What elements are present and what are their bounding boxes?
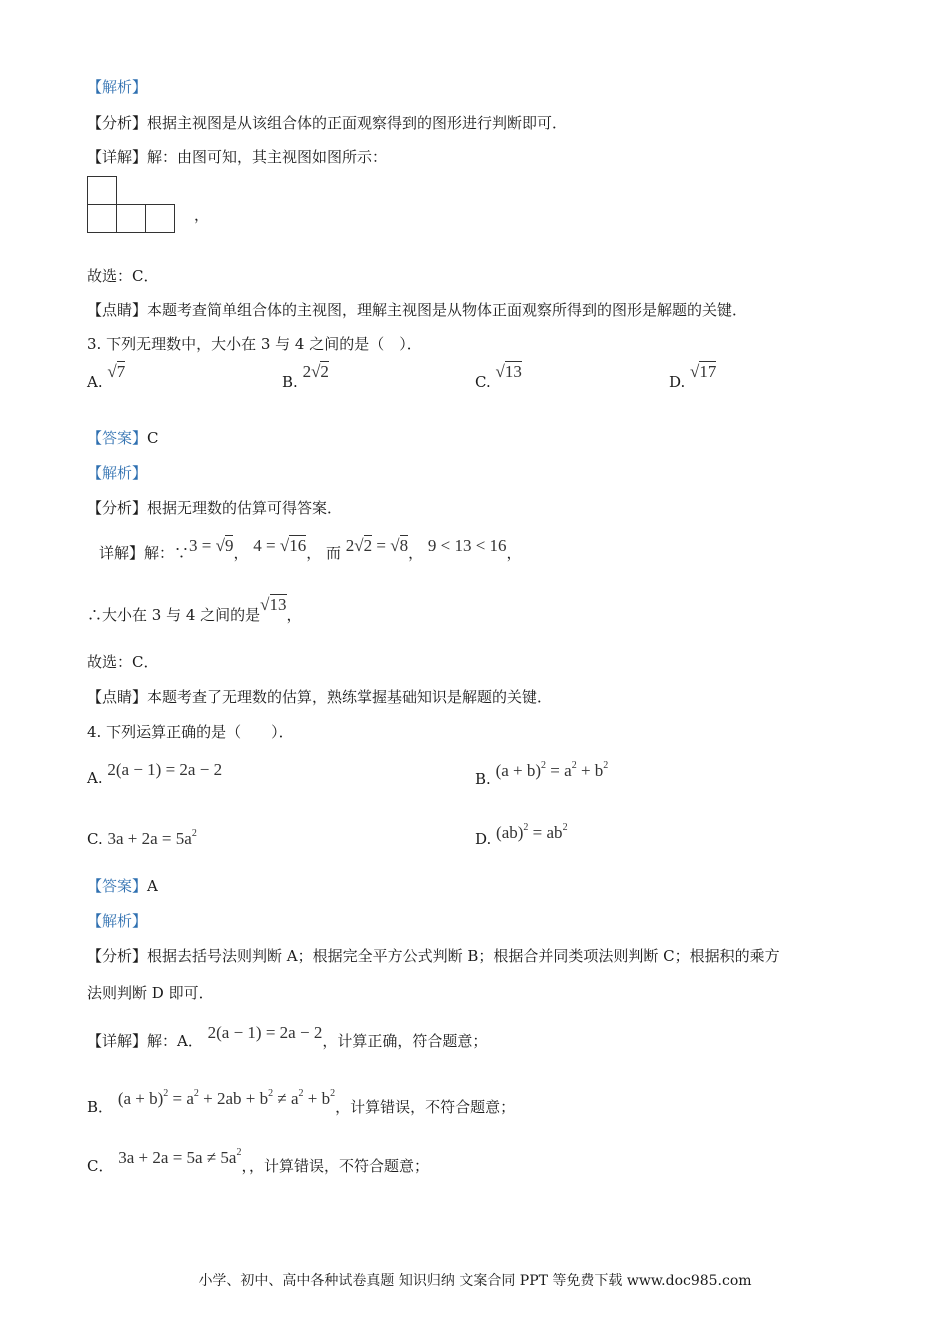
q2-choice: 故选：C． [87, 267, 159, 285]
q4-stem: 4. 下列运算正确的是（ ）． [87, 723, 294, 741]
q2-detail: 【详解】解：由图可知，其主视图如图所示： [87, 148, 388, 166]
q2-analysis: 【分析】根据主视图是从该组合体的正面观察得到的图形进行判断即可． [87, 114, 568, 132]
q3-remark: 【点睛】本题考查了无理数的估算，熟练掌握基础知识是解题的关键． [87, 688, 553, 706]
q4-analysis-2: 法则判断 D 即可． [87, 984, 214, 1002]
q3-option-a: A. √7 [87, 362, 126, 391]
q3-analysis: 【分析】根据无理数的估算可得答案． [87, 499, 343, 517]
q4-option-c: C. $3a + 2a = 5a^2$ [87, 828, 197, 848]
q4-analysis-1: 【分析】根据去括号法则判断 A；根据完全平方公式判断 B；根据合并同类项法则判断 C；根据积的乘方 [87, 947, 780, 965]
q3-option-d: D. √17 [669, 362, 717, 391]
q4-option-b: B. $(a + b)^2 = a^2 + b^2$ [475, 760, 609, 788]
q3-stem: 3. 下列无理数中，大小在 3 与 4 之间的是（ ）． [87, 335, 422, 353]
q3-option-b: B. 2√2 [282, 362, 329, 391]
q4-detail-a: 【详解】解：A． 2(a − 1) = 2a − 2，计算正确，符合题意； [87, 1023, 488, 1050]
front-view-figure [87, 176, 179, 236]
page-footer: 小学、初中、高中各种试卷真题 知识归纳 文案合同 PPT 等免费下载 www.doc985.com [198, 1273, 752, 1289]
q2-remark: 【点睛】本题考查简单组合体的主视图，理解主视图是从物体正面观察所得到的图形是解题的关键． [87, 301, 748, 319]
q4-option-d: D. $(ab)^2 = ab^2$ [475, 822, 568, 848]
q4-answer: 【答案】A [87, 877, 158, 895]
jiexi-heading: 【解析】 [87, 78, 148, 96]
q4-jiexi: 【解析】 [87, 912, 148, 930]
q4-detail-c: C． $3a + 2a = 5a \ne 5a^2$，，计算错误，不符合题意； [87, 1147, 429, 1175]
q3-detail: 详解】解：∵3 = √9， 4 = √16， 而 2√2 = √8， 9 < 13 < 16， [99, 536, 522, 562]
q3-choice: 故选：C． [87, 653, 159, 671]
q4-option-a: A. 2(a − 1) = 2a − 2 [87, 760, 223, 787]
q4-detail-b: B． $(a + b)^2 = a^2 + 2ab + b^2 \ne a^2 + b^2$，计算错误，不符合题意； [87, 1088, 516, 1116]
figure-comma: ， [194, 206, 210, 224]
q3-option-c: C. √13 [475, 362, 522, 391]
q3-answer: 【答案】C [87, 429, 159, 447]
q3-jiexi: 【解析】 [87, 464, 148, 482]
q3-conclusion: ∴大小在 3 与 4 之间的是√13， [87, 595, 302, 624]
